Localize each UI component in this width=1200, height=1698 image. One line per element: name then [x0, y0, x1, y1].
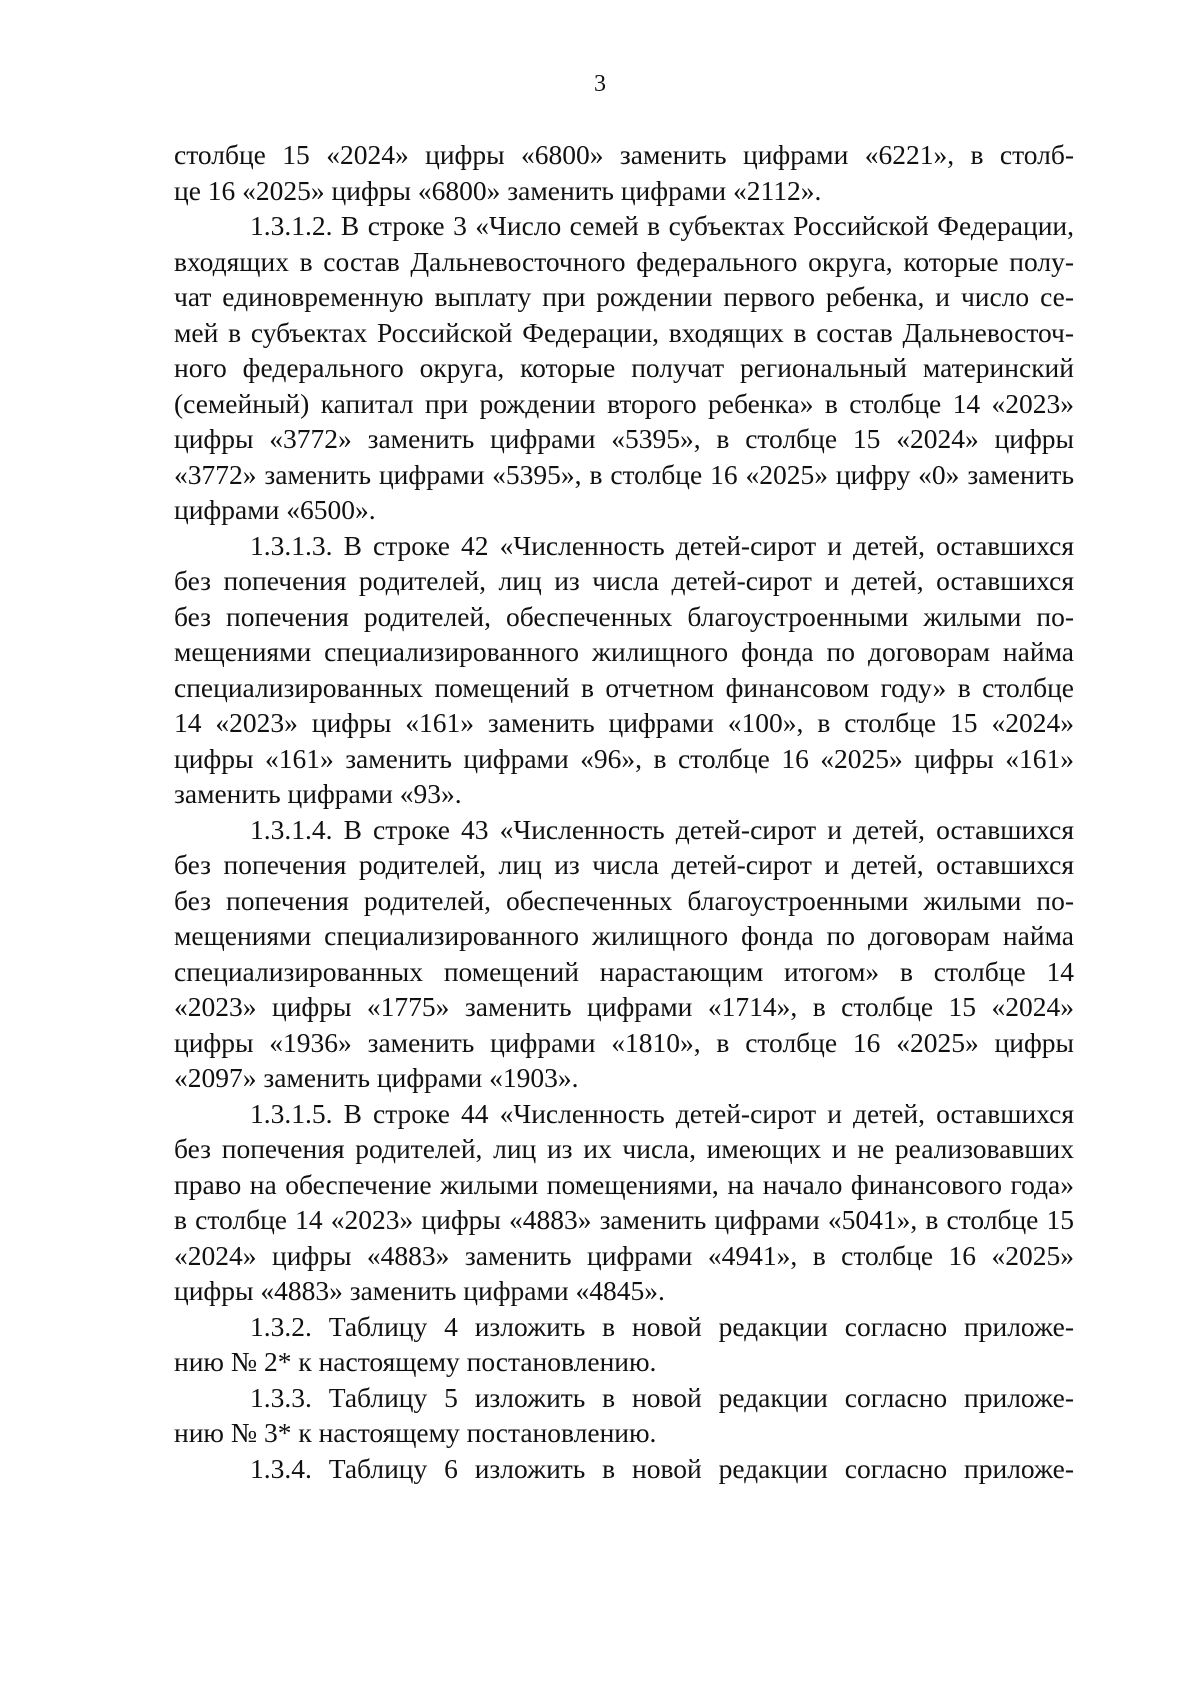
text-line: 1.3.1.2. В строке 3 «Число семей в субъектах Российской Федерации,	[250, 210, 1074, 241]
text-line: цифры «161» заменить цифрами «96», в столбце 16 «2025» цифры «161»	[174, 742, 1074, 774]
text-line: мещениями специализированного жилищного фонда по договорам найма	[174, 636, 1074, 667]
text-line: цифры «1936» заменить цифрами «1810», в столбце 16 «2025» цифры	[174, 1026, 1074, 1058]
text-line: нию № 3* к настоящему постановлению.	[174, 1417, 657, 1448]
text-line: без попечения родителей, обеспеченных благоустроенными жилыми по-	[174, 884, 1074, 916]
text-line: специализированных помещений нарастающим итогом» в столбце 14	[174, 955, 1074, 987]
text-line: мещениями специализированного жилищного фонда по договорам найма	[174, 920, 1074, 951]
text-line: столбце 15 «2024» цифры «6800» заменить цифрами «6221», в столб-	[174, 139, 1074, 170]
text-line: 1.3.1.4. В строке 43 «Численность детей-сирот и детей, оставшихся	[250, 813, 1074, 845]
text-line: це 16 «2025» цифры «6800» заменить цифрами «2112».	[174, 174, 822, 206]
text-line: 1.3.1.5. В строке 44 «Численность детей-сирот и детей, оставшихся	[250, 1097, 1074, 1129]
text-line: без попечения родителей, лиц из их числа, имеющих и не реализовавших	[174, 1133, 1074, 1164]
text-line: заменить цифрами «93».	[174, 778, 462, 809]
text-line: мей в субъектах Российской Федерации, входящих в состав Дальневосточ-	[174, 316, 1074, 348]
text-line: (семейный) капитал при рождении второго ребенка» в столбце 14 «2023»	[174, 387, 1074, 419]
text-line: «2023» цифры «1775» заменить цифрами «1714», в столбце 15 «2024»	[174, 991, 1074, 1022]
text-line: без попечения родителей, обеспеченных благоустроенными жилыми по-	[174, 600, 1074, 632]
document-body	[174, 137, 1074, 1486]
text-line: «2097» заменить цифрами «1903».	[174, 1062, 579, 1093]
text-line: чат единовременную выплату при рождении первого ребенка, и число се-	[174, 281, 1074, 312]
text-line: «3772» заменить цифрами «5395», в столбце 16 «2025» цифру «0» заменить	[174, 458, 1074, 490]
text-line: в столбце 14 «2023» цифры «4883» заменить цифрами «5041», в столбце 15	[174, 1204, 1074, 1235]
text-line: 1.3.2. Таблицу 4 изложить в новой редакции согласно приложе-	[250, 1310, 1074, 1342]
text-line: специализированных помещений в отчетном финансовом году» в столбце	[174, 671, 1074, 703]
text-line: 1.3.3. Таблицу 5 изложить в новой редакции согласно приложе-	[250, 1381, 1074, 1413]
text-line: входящих в состав Дальневосточного федерального округа, которые полу-	[174, 245, 1074, 277]
text-line: без попечения родителей, лиц из числа детей-сирот и детей, оставшихся	[174, 849, 1074, 880]
text-line: 1.3.4. Таблицу 6 изложить в новой редакции согласно приложе-	[250, 1452, 1074, 1484]
text-line: цифры «4883» заменить цифрами «4845».	[174, 1275, 665, 1306]
text-line: ного федерального округа, которые получат региональный материнский	[174, 352, 1074, 383]
text-line: без попечения родителей, лиц из числа детей-сирот и детей, оставшихся	[174, 565, 1074, 596]
text-line: 1.3.1.3. В строке 42 «Численность детей-сирот и детей, оставшихся	[250, 529, 1074, 561]
text-line: «2024» цифры «4883» заменить цифрами «4941», в столбце 16 «2025»	[174, 1239, 1074, 1271]
text-line: цифрами «6500».	[174, 494, 376, 525]
page-number: 3	[594, 71, 606, 97]
text-line: цифры «3772» заменить цифрами «5395», в столбце 15 «2024» цифры	[174, 423, 1074, 454]
text-line: право на обеспечение жилыми помещениями, на начало финансового года»	[174, 1168, 1074, 1200]
text-line: нию № 2* к настоящему постановлению.	[174, 1346, 657, 1377]
text-line: 14 «2023» цифры «161» заменить цифрами «100», в столбце 15 «2024»	[174, 707, 1074, 738]
